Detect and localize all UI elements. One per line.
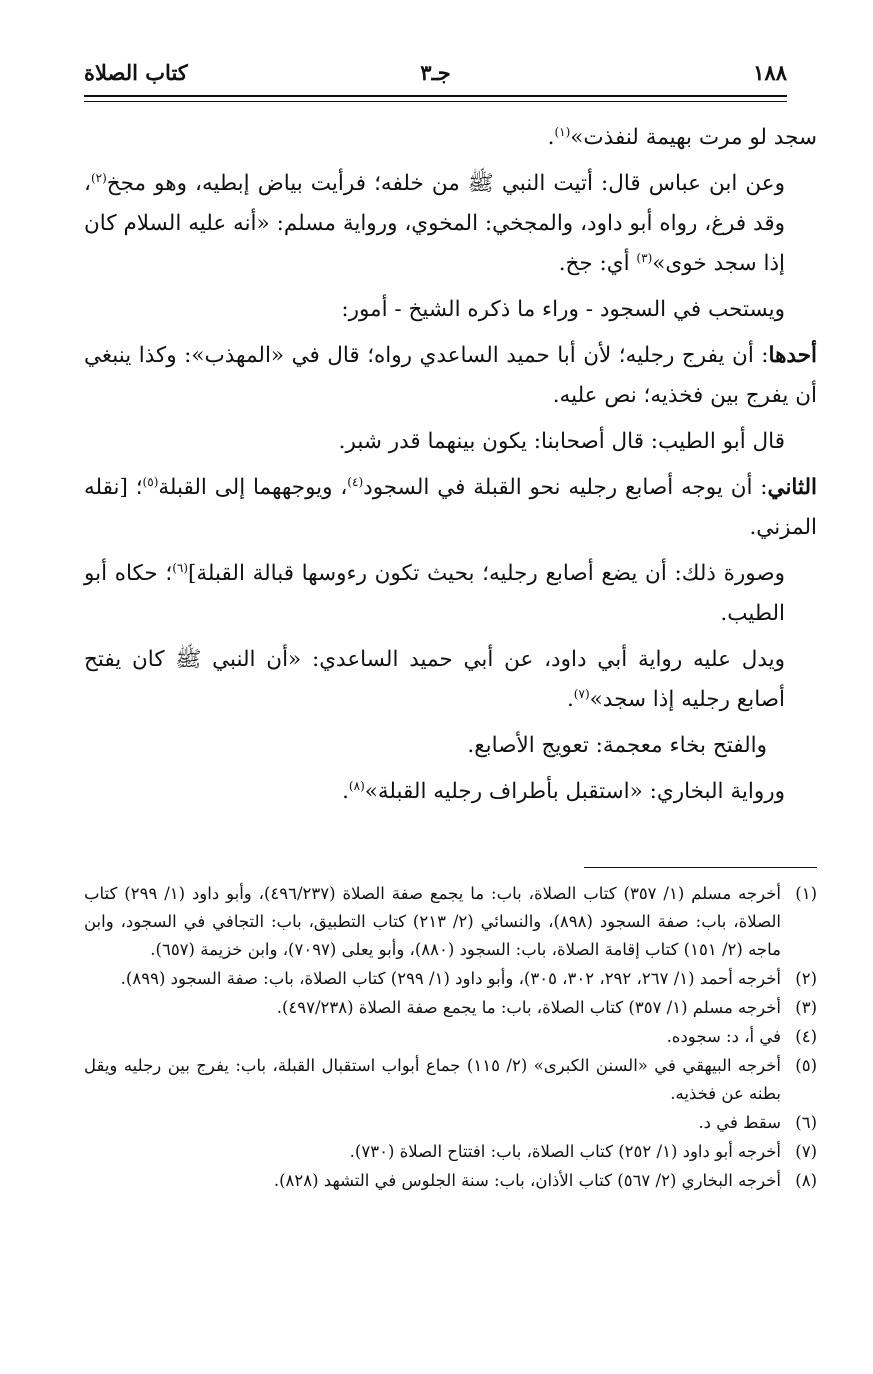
footnote-number: (١) <box>795 884 817 903</box>
paragraph: وعن ابن عباس قال: أتيت النبي ﷺ من خلفه؛ فرأيت بياض إبطيه، وهو مجخ$^{(٢)}$، وقد فرغ، رواه أبو داود، والمجخي: المخوي، ورواية مسلم: «أنه عليه السلام كان إذا سجد خوى»$^{(٣)}$ أي: جخ. <box>84 170 785 276</box>
footnote-ref[interactable]: (٥) <box>142 474 159 489</box>
point-heading: أحدها <box>768 343 817 368</box>
paragraph: قال أبو الطيب: قال أصحابنا: يكون بينهما قدر شبر. <box>338 429 785 454</box>
footnote-text: أخرجه مسلم (١/ ٣٥٧) كتاب الصلاة، باب: ما يجمع صفة الصلاة (٤٩٧/٢٣٨). <box>276 998 781 1017</box>
volume-label: جـ٣ <box>420 60 451 85</box>
paragraph: سجد لو مرت بهيمة لنفذت»$^{(١)}$. <box>547 124 817 150</box>
footnotes <box>84 880 817 1196</box>
footnote-text: أخرجه أحمد (١/ ٢٦٧، ٢٩٢، ٣٠٢، ٣٠٥)، وأبو داود (١/ ٢٩٩) كتاب الصلاة، باب: صفة السجود (٨٩٩). <box>120 969 781 988</box>
footnote-text: سقط في د. <box>698 1113 781 1132</box>
footnote-ref[interactable]: (١) <box>554 124 571 139</box>
point-heading: الثاني <box>767 475 817 500</box>
paragraph: الثاني: أن يوجه أصابع رجليه نحو القبلة في السجود$^{(٤)}$، ويوجههما إلى القبلة$^{(٥)}$؛ [نقله المزني. <box>84 474 817 540</box>
footnote-ref[interactable]: (٨) <box>348 778 365 793</box>
main-text <box>84 118 817 818</box>
footnote <box>84 1023 817 1051</box>
footnote-text: أخرجه أبو داود (١/ ٢٥٢) كتاب الصلاة، باب: افتتاح الصلاة (٧٣٠). <box>349 1142 781 1161</box>
footnote-text: أخرجه مسلم (١/ ٣٥٧) كتاب الصلاة، باب: ما يجمع صفة الصلاة (٤٩٦/٢٣٧)، وأبو داود (١/ ٢٩٩) كتاب الصلاة، باب: صفة السجود (٨٩٨)، والنسائي (٢/ ٢١٣) كتاب التطبيق، باب: التجافي في السجود، وابن ماجه (٢/ ١٥١) كتاب إقامة الصلاة، باب: السجود (٨٨٠)، وأبو يعلى (٧٠٩٧)، وابن خزيمة (٦٥٧). <box>84 884 782 959</box>
footnote-number: (٥) <box>795 1056 817 1075</box>
paragraph: ويستحب في السجود - وراء ما ذكره الشيخ - أمور: <box>341 297 785 322</box>
footnote <box>84 880 817 964</box>
footnote <box>84 965 817 993</box>
footnote-ref[interactable]: (٦) <box>172 560 189 575</box>
footnote-ref[interactable]: (٣) <box>636 250 653 265</box>
book-title: كتاب الصلاة <box>84 60 188 85</box>
footnote-ref[interactable]: (٢) <box>90 170 107 185</box>
footnote-ref[interactable]: (٤) <box>347 474 364 489</box>
paragraph: أحدها: أن يفرج رجليه؛ لأن أبا حميد الساعدي رواه؛ قال في «المهذب»: وكذا ينبغي أن يفرج بين فخذيه؛ نص عليه. <box>84 343 817 408</box>
paragraph: ورواية البخاري: «استقبل بأطراف رجليه القبلة»$^{(٨)}$. <box>342 778 785 804</box>
footnote <box>84 1052 817 1108</box>
paragraph: ويدل عليه رواية أبي داود، عن أبي حميد الساعدي: «أن النبي ﷺ كان يفتح أصابع رجليه إذا سجد»$^{(٧)}$. <box>84 647 785 712</box>
footnote-separator <box>584 867 817 868</box>
paragraph: وصورة ذلك: أن يضع أصابع رجليه؛ بحيث تكون رءوسها قبالة القبلة]$^{(٦)}$؛ حكاه أبو الطيب. <box>84 560 785 626</box>
footnote-ref[interactable]: (٧) <box>573 686 590 701</box>
footnote <box>84 1167 817 1195</box>
footnote-text: في أ، د: سجوده. <box>666 1027 781 1046</box>
footnote <box>84 994 817 1022</box>
page-header <box>84 58 787 92</box>
footnote-text: أخرجه البخاري (٢/ ٥٦٧) كتاب الأذان، باب: سنة الجلوس في التشهد (٨٢٨). <box>273 1171 781 1190</box>
footnote-text: أخرجه البيهقي في «السنن الكبرى» (٢/ ١١٥) جماع أبواب استقبال القبلة، باب: يفرج بين رجليه ويقل بطنه عن فخذيه. <box>84 1056 781 1103</box>
footnote <box>84 1109 817 1137</box>
header-rule-thick <box>84 95 787 97</box>
footnote-number: (٤) <box>795 1027 817 1046</box>
footnote-number: (٦) <box>795 1113 817 1132</box>
footnote-number: (٧) <box>795 1142 817 1161</box>
footnote <box>84 1138 817 1166</box>
paragraph: والفتح بخاء معجمة: تعويج الأصابع. <box>467 733 767 758</box>
footnote-number: (٨) <box>795 1171 817 1190</box>
header-rule-thin <box>84 101 787 102</box>
page-number: ١٨٨ <box>753 60 787 85</box>
footnote-number: (٣) <box>795 998 817 1017</box>
footnote-number: (٢) <box>795 969 817 988</box>
